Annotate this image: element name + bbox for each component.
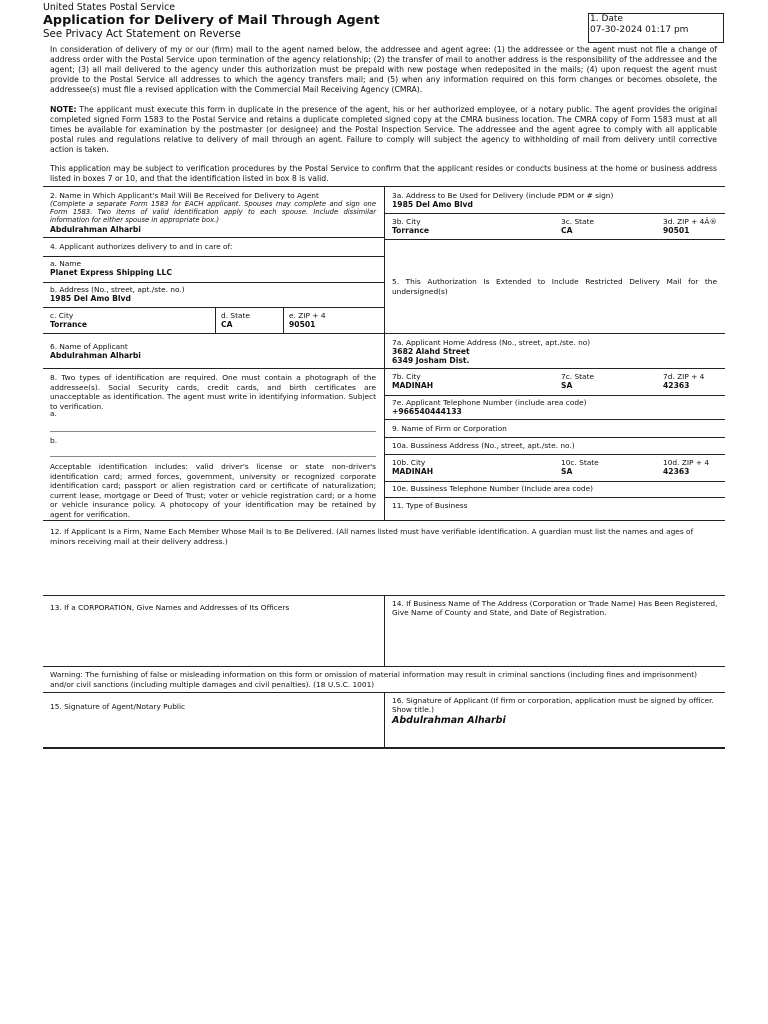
field-13-officers[interactable]: 13. If a CORPORATION, Give Names and Addresses of Its Officers [50, 603, 290, 612]
field-4d-value[interactable]: CA [221, 320, 233, 329]
field-4c-value[interactable]: Torrance [50, 320, 88, 329]
field-10b-label: 10b. City [392, 458, 426, 467]
date-box[interactable] [588, 13, 724, 43]
field-4b-label: b. Address (No., street, apt./ste. no.) [50, 285, 185, 294]
note-text: The applicant must execute this form in duplicate in the presence of the agent, his or her authorized employee, or a notary public. The agent provides the original completed signed Form 1583 to the Postal Service and retains a duplicate completed signed copy at the CMRA business location. The CMRA copy of Form 1583 must at all times be available for examination by the postmaster (or designee) and the Postal Inspection Service. The addressee and the agent agree to comply with all applicable postal rules and regulations relative to delivery of mail through an agent. Failure to comply will subject the agency to withholding of mail from delivery until corrective action is taken. [50, 105, 717, 154]
field-7c-label: 7c. State [561, 372, 595, 381]
applicant-signature[interactable]: Abdulrahman Alharbi [392, 715, 506, 726]
field-12-members[interactable]: 12. If Applicant Is a Firm, Name Each Member Whose Mail Is to Be Delivered. (All names listed must have verifiable identification. A guardian must list the names and ages of minors receiving mail at their delivery address.) [50, 527, 694, 546]
field-16-label: 16. Signature of Applicant (If firm or corporation, application must be signed by officer. Show title.) [392, 696, 714, 714]
verification-paragraph: This application may be subject to verification procedures by the Postal Service to confirm that the applicant resides or conducts business at the home or business address listed in boxes 7 or 10, and that the identification listed in box 8 is valid. [50, 164, 717, 183]
privacy-statement-note: See Privacy Act Statement on Reverse [43, 28, 241, 40]
field-4-label: 4. Applicant authorizes delivery to and in care of: [50, 242, 233, 251]
field-4d-label: d. State [221, 311, 250, 320]
field-7a-value-line2[interactable]: 6349 Josham Dist. [392, 356, 470, 365]
field-4e-label: e. ZIP + 4 [289, 311, 326, 320]
field-7d-label: 7d. ZIP + 4 [663, 372, 705, 381]
date-label: 1. Date [590, 14, 623, 24]
field-8a-label[interactable]: a. [50, 409, 57, 418]
agency-name: United States Postal Service [43, 2, 176, 13]
intro-paragraph: In consideration of delivery of my or our (firm) mail to the agent named below, the addressee and agent agree: (1) the addressee or the agent must not file a change of address order with the Postal Service upon termination of the agency relationship; (2) the transfer of mail to another address is the responsibility of the addressee and the agent; (3) all mail delivered to the agency under this authorization must be prepaid with new postage when redeposited in the mails; (4) upon request the agent must provide to the Postal Service all addresses to which the agency transfers mail; and (5) when any information required on this form changes or becomes obsolete, the addressee(s) must file a revised application with the Commercial Mail Receiving Agency (CMRA). [50, 45, 717, 94]
field-5-restricted-delivery[interactable]: 5. This Authorization Is Extended to Include Restricted Delivery Mail for the undersigned(s) [392, 277, 717, 296]
field-10c-value[interactable]: SA [561, 467, 573, 476]
field-10d-value[interactable]: 42363 [663, 467, 690, 476]
field-7b-value[interactable]: MADINAH [392, 381, 434, 390]
column-divider [384, 186, 385, 520]
field-7e-value[interactable]: +966540444133 [392, 407, 462, 416]
field-11-label[interactable]: 11. Type of Business [392, 501, 468, 510]
note-label: NOTE: [50, 105, 77, 114]
field-4a-value[interactable]: Planet Express Shipping LLC [50, 268, 172, 277]
field-3d-label: 3d. ZIP + 4Â® [663, 217, 717, 226]
field-7c-value[interactable]: SA [561, 381, 573, 390]
field-4c-label: c. City [50, 311, 74, 320]
field-2-label: 2. Name in Which Applicant's Mail Will Be Received for Delivery to Agent [50, 191, 319, 200]
field-3a-label: 3a. Address to Be Used for Delivery (include PDM or # sign) [392, 191, 614, 200]
field-10d-label: 10d. ZIP + 4 [663, 458, 710, 467]
field-14-registration[interactable]: 14. If Business Name of The Address (Corporation or Trade Name) Has Been Registered, Give Name of County and State, and Date of Registration. [392, 599, 718, 618]
field-7a-label: 7a. Applicant Home Address (No., street, apt./ste. no) [392, 338, 591, 347]
field-15-agent-signature[interactable]: 15. Signature of Agent/Notary Public [50, 702, 186, 711]
field-2-hint: (Complete a separate Form 1583 for EACH applicant. Spouses may complete and sign one Form 1583. Two items of valid identification apply to each spouse. Include dissimilar information for either spouse in appropriate box.) [50, 200, 376, 224]
note-paragraph [50, 105, 717, 155]
field-6-value[interactable]: Abdulrahman Alharbi [50, 351, 141, 360]
field-3b-value[interactable]: Torrance [392, 226, 430, 235]
field-8-instructions: 8. Two types of identification are required. One must contain a photograph of the addressee(s). Social Security cards, credit cards, and birth certificates are unacceptable as identification. The agent must write in identifying information. Subject to verification. [50, 373, 376, 412]
field-10b-value[interactable]: MADINAH [392, 467, 434, 476]
field-7a-value-line1[interactable]: 3682 Alahd Street [392, 347, 470, 356]
field-4a-label: a. Name [50, 259, 82, 268]
field-7b-label: 7b. City [392, 372, 421, 381]
field-3c-value[interactable]: CA [561, 226, 573, 235]
field-2-value[interactable]: Abdulrahman Alharbi [50, 225, 141, 234]
form-title: Application for Delivery of Mail Through Agent [43, 13, 380, 28]
field-3d-value[interactable]: 90501 [663, 226, 690, 235]
field-10a-label[interactable]: 10a. Bussiness Address (No., street, apt./ste. no.) [392, 441, 575, 450]
field-10e-label[interactable]: 10e. Bussiness Telephone Number (Include area code) [392, 484, 594, 493]
date-value: 07-30-2024 01:17 pm [590, 25, 689, 35]
field-4e-value[interactable]: 90501 [289, 320, 316, 329]
field-4b-value[interactable]: 1985 Del Amo Blvd [50, 294, 131, 303]
field-10c-label: 10c. State [561, 458, 599, 467]
field-7d-value[interactable]: 42363 [663, 381, 690, 390]
field-3b-label: 3b. City [392, 217, 421, 226]
field-3c-label: 3c. State [561, 217, 595, 226]
field-6-label: 6. Name of Applicant [50, 342, 128, 351]
warning-note: Warning: The furnishing of false or misleading information on this form or omission of material information may result in criminal sanctions (including fines and imprisonment) and/or civil sanctions (including multiple damages and civil penalties). (18 U.S.C. 1001) [50, 670, 698, 689]
field-9-label[interactable]: 9. Name of Firm or Corporation [392, 424, 507, 433]
field-8b-label[interactable]: b. [50, 436, 58, 445]
field-7e-label: 7e. Applicant Telephone Number (include area code) [392, 398, 587, 407]
field-3a-value[interactable]: 1985 Del Amo Blvd [392, 200, 473, 209]
acceptable-id-note: Acceptable identification includes: valid driver's license or state non-driver's identification card; armed forces, government, university or recognized corporate identification card; passport or alien registration card or certificate of naturalization; current lease, mortgage or Deed of Trust; voter or vehicle registration card; or a home or vehicle insurance policy. A photocopy of your identification may be retained by agent for verification. [50, 462, 376, 519]
